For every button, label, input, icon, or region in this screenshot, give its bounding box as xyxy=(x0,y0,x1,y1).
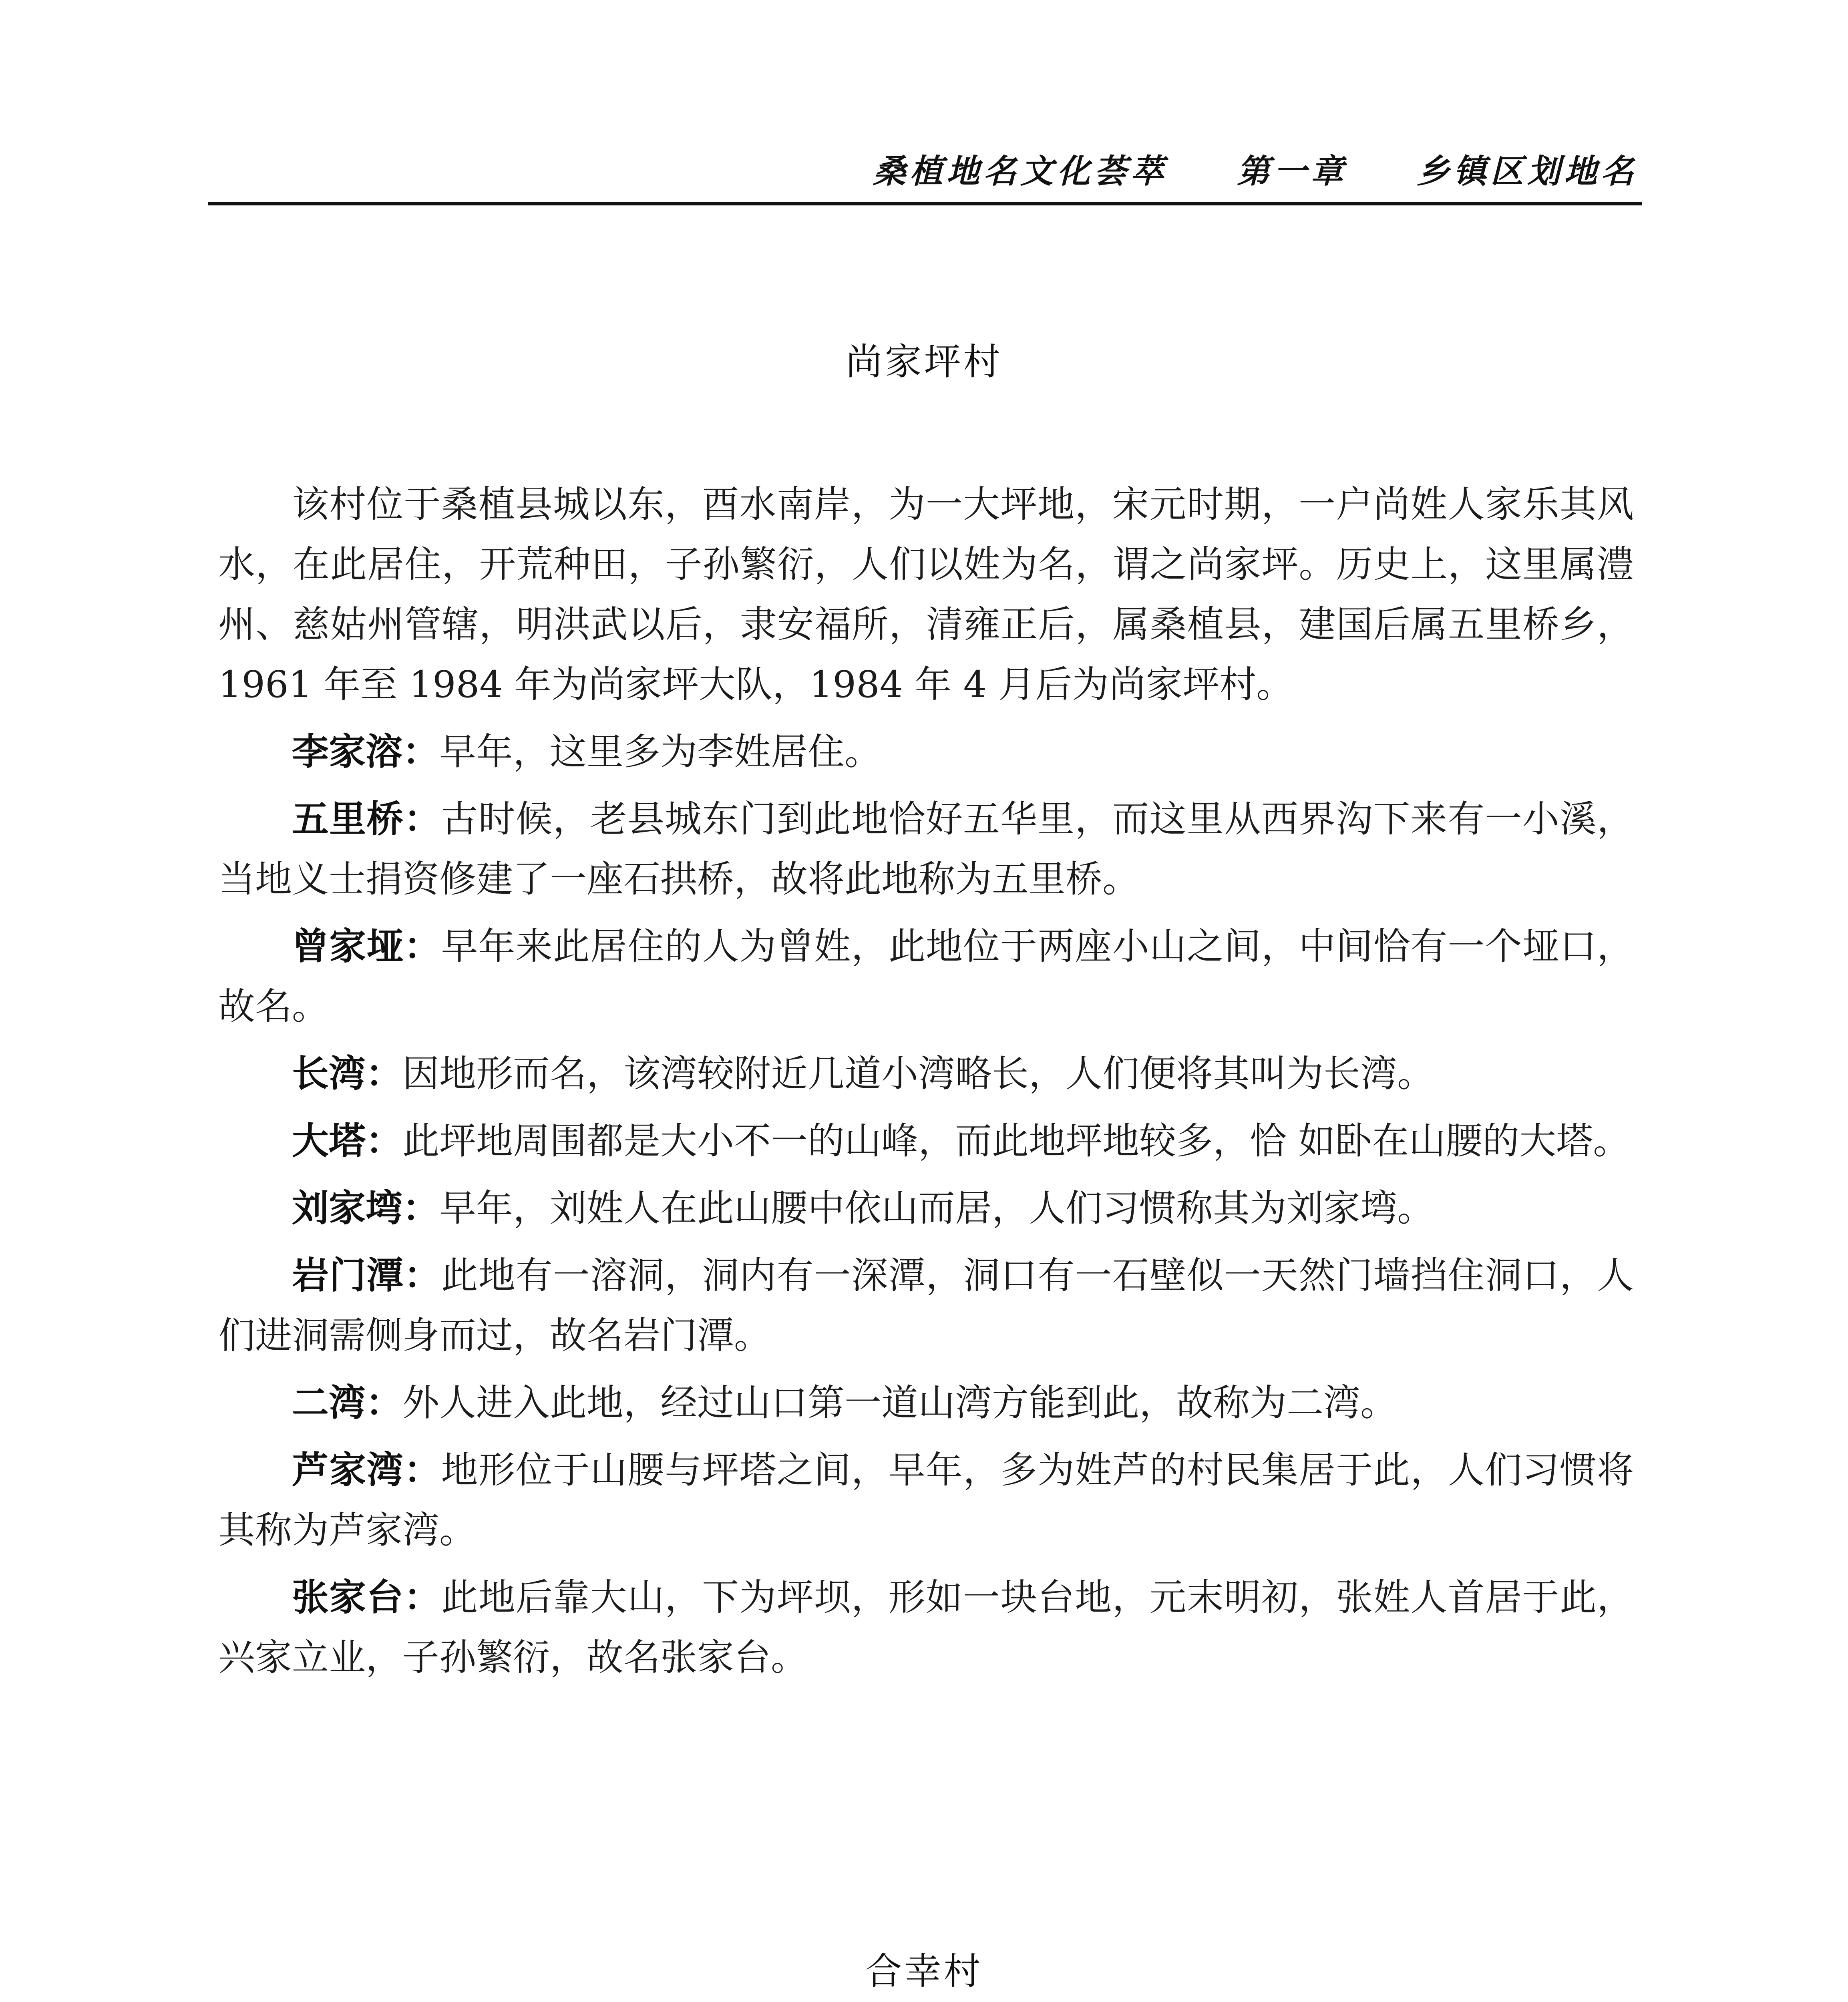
entry-term: 张家台： xyxy=(292,1576,441,1619)
entry-paragraph xyxy=(218,1044,1634,1104)
entry-text: 外人进入此地，经过山口第一道山湾方能到此，故称为二湾。 xyxy=(402,1381,1398,1424)
entry-term: 二湾： xyxy=(292,1381,403,1424)
entry-paragraph xyxy=(218,1373,1634,1433)
entry-paragraph xyxy=(218,1568,1634,1688)
running-header xyxy=(873,148,1638,192)
entry-term: 长湾： xyxy=(292,1052,403,1095)
entry-term: 李家溶： xyxy=(292,730,440,773)
entry-paragraph xyxy=(218,789,1634,909)
entry-text: 早年来此居住的人为曾姓，此地位于两座小山之间，中间恰有一个垭口，故名。 xyxy=(218,925,1634,1028)
header-section: 乡镇区划地名 xyxy=(1417,153,1638,191)
entry-paragraph xyxy=(218,1111,1634,1171)
entry-term: 曾家垭： xyxy=(292,925,441,968)
entry-paragraph xyxy=(218,917,1634,1037)
entry-term: 五里桥： xyxy=(292,798,441,840)
entry-term: 岩门潭： xyxy=(292,1254,441,1297)
entry-text: 此地有一溶洞，洞内有一深潭，洞口有一石壁似一天然门墙挡住洞口，人们进洞需侧身而过，故名岩门潭。 xyxy=(218,1254,1634,1357)
entry-text: 因地形而名，该湾较附近几道小湾略长，人们便将其叫为长湾。 xyxy=(402,1052,1434,1095)
entry-text: 早年，刘姓人在此山腰中依山而居，人们习惯称其为刘家塆。 xyxy=(439,1187,1434,1230)
entry-text: 此地后靠大山，下为坪坝，形如一块台地，元末明初，张姓人首居于此，兴家立业，子孙繁衍，故名张家台。 xyxy=(218,1576,1634,1679)
header-chapter: 第一章 xyxy=(1237,153,1347,191)
section-title-shangjiaping: 尚家坪村 xyxy=(845,340,1003,383)
section-title-hexing: 合幸村 xyxy=(865,1950,983,1993)
section-body-shangjiaping xyxy=(218,474,1634,1695)
header-rule xyxy=(208,202,1642,205)
entry-term: 刘家塆： xyxy=(292,1187,440,1230)
entry-term: 大塔： xyxy=(292,1120,403,1162)
entry-text: 此坪地周围都是大小不一的山峰，而此地坪地较多，恰 如卧在山腰的大塔。 xyxy=(402,1120,1630,1162)
entry-paragraph xyxy=(218,1178,1634,1238)
entry-text: 地形位于山腰与坪塔之间，早年，多为姓芦的村民集居于此，人们习惯将其称为芦家湾。 xyxy=(218,1449,1634,1552)
header-book-title: 桑植地名文化荟萃 xyxy=(873,153,1168,191)
entry-paragraph xyxy=(218,722,1634,782)
entry-text: 古时候，老县城东门到此地恰好五华里，而这里从西界沟下来有一小溪，当地义士捐资修建了一座石拱桥，故将此地称为五里桥。 xyxy=(218,798,1634,900)
entry-term: 芦家湾： xyxy=(292,1449,441,1491)
entry-paragraph xyxy=(218,1440,1634,1560)
entry-paragraph xyxy=(218,1246,1634,1366)
entry-text: 早年，这里多为李姓居住。 xyxy=(439,730,882,773)
intro-paragraph: 该村位于桑植县城以东，酉水南岸，为一大坪地，宋元时期，一户尚姓人家乐其风水，在此居住，开荒种田，子孙繁衍，人们以姓为名，谓之尚家坪。历史上，这里属澧州、慈姑州管辖，明洪武以后，隶安福所，清雍正后，属桑植县，建国后属五里桥乡，1961 年至 1984 年为尚家坪大队，1984 年 4 月后为尚家坪村。 xyxy=(218,483,1634,706)
